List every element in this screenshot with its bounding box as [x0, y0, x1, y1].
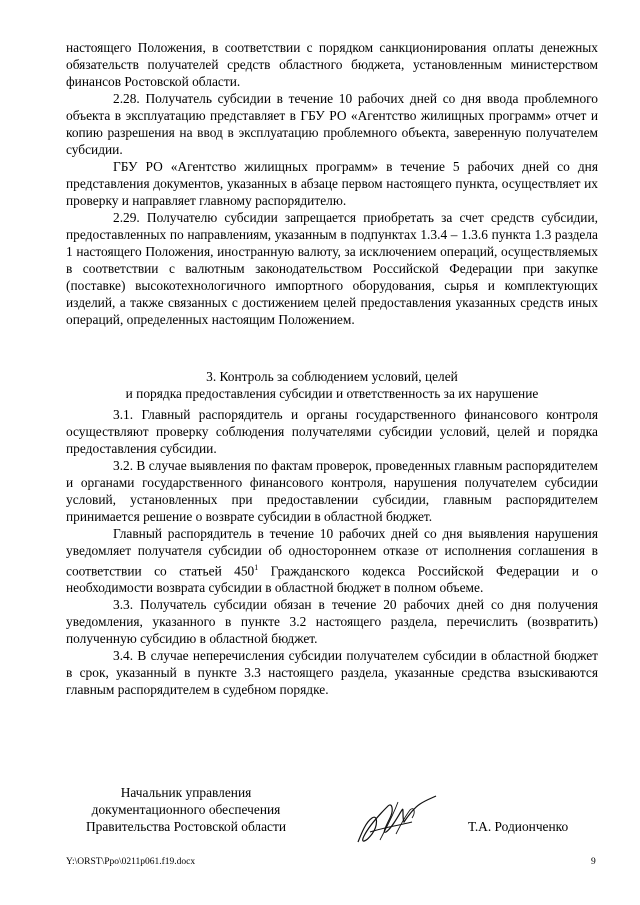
paragraph-continuation: настоящего Положения, в соответствии с порядком санкционирования оплаты денежных обязательств получателей средств областного бюджета, установленным министерством финансов Ростовской области.: [66, 40, 598, 89]
paragraph-3-1: 3.1. Главный распорядитель и органы государственного финансового контроля осуществляют проверку соблюдения получателями субсидии условий, целей и порядка предоставления субсидии.: [66, 407, 598, 456]
document-body-top: [66, 39, 598, 328]
page-number: 9: [591, 857, 596, 867]
signatory-title-line-2: документационного обеспечения: [91, 802, 281, 817]
paragraph-3-4: 3.4. В случае неперечисления субсидии получателем субсидии в областной бюджет в срок, указанный в пункте 3.3 настоящего раздела, указанные средства взыскиваются главным распорядителем в судебном порядке.: [66, 648, 598, 698]
paragraph-3-3: 3.3. Получатель субсидии обязан в течение 20 рабочих дней со дня получения уведомления, указанного в пункте 3.2 настоящего раздела, перечислить (возвратить) полученную субсидию в областной бюджет.: [66, 597, 598, 647]
paragraph-refusal-text-before: Главный распорядитель в течение 10 рабочих дней со дня выявления нарушения уведомляет получателя субсидии об одностороннем отказе от исполнения соглашения в соответствии со статьей 450: [66, 526, 598, 579]
section-3-body: [66, 406, 598, 698]
paragraph-2-29: 2.29. Получателю субсидии запрещается приобретать за счет средств субсидии, предоставленных по направлениям, указанным в подпунктах 1.3.4 – 1.3.6 пункта 1.3 раздела 1 настоящего Положения, иностранную валюту, за исключением операций, осуществляемых в соответствии с валютным законодательством Российской Федерации при закупке (поставке) высокотехнологичного импортного оборудования, сырья и комплектующих изделий, а также связанных с достижением целей предоставления указанных средств иных операций, определенных настоящим Положением.: [66, 210, 598, 327]
section-title-line-2: и порядка предоставления субсидии и ответственность за их нарушение: [125, 386, 539, 401]
signatory-title: [66, 784, 306, 835]
signatory-title-line-3: Правительства Ростовской области: [85, 819, 287, 834]
paragraph-refusal-text-after: Гражданского кодекса Российской Федерации и о необходимости возврата субсидии в областной бюджет в полном объеме.: [66, 563, 598, 596]
signatory-name: Т.А. Родионченко: [468, 819, 569, 834]
footer-file-path: Y:\ORST\Ppo\0211p061.f19.docx: [66, 857, 196, 867]
paragraph-refusal-notice: [66, 525, 598, 596]
section-3-heading: [66, 368, 598, 402]
handwritten-signature: [352, 782, 442, 854]
paragraph-2-28: 2.28. Получатель субсидии в течение 10 рабочих дней со дня ввода проблемного объекта в эксплуатацию представляет в ГБУ РО «Агентство жилищных программ» отчет и копию разрешения на ввод в эксплуатацию проблемного объекта, заверенную получателем субсидии.: [66, 91, 598, 157]
paragraph-3-2: 3.2. В случае выявления по фактам проверок, проведенных главным распорядителем и органами государственного финансового контроля, нарушения получателем субсидии условий, установленных при предоставлении субсидии, главным распорядителем принимается решение о возврате субсидии в областной бюджет.: [66, 458, 598, 524]
article-superscript: 1: [254, 563, 259, 572]
paragraph-agency-check: ГБУ РО «Агентство жилищных программ» в течение 5 рабочих дней со дня представления документов, указанных в абзаце первом настоящего пункта, осуществляет их проверку и направляет главному распорядителю.: [66, 159, 598, 208]
signatory-title-line-1: Начальник управления: [120, 785, 252, 800]
section-title-line-1: 3. Контроль за соблюдением условий, целей: [206, 369, 458, 384]
